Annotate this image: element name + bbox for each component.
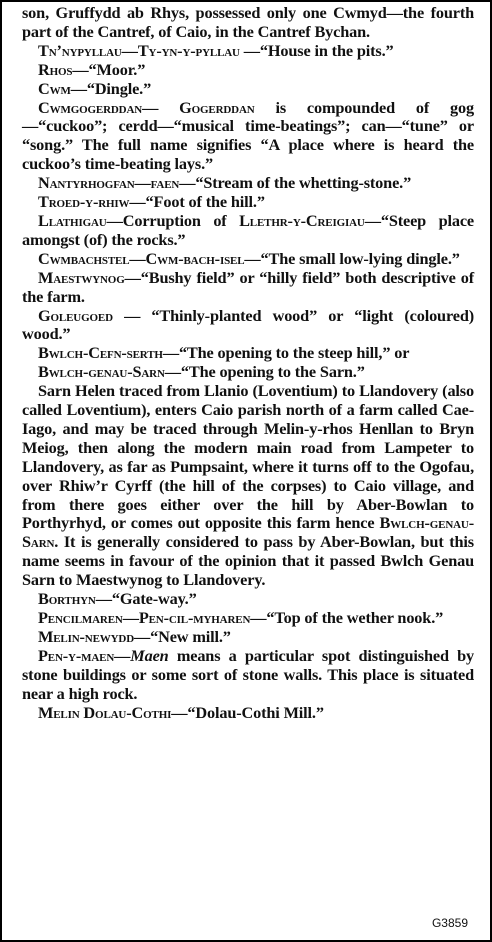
entry-bwlch-cefn-serth: [22, 344, 474, 363]
entry-cwmgogerddan: [22, 99, 474, 175]
entry-italic-word: Maen: [130, 645, 169, 665]
entry-term: Tn’nypyllau—Ty-yn-y-pyllau: [38, 40, 240, 60]
entry-term: Melin-newydd: [38, 626, 134, 646]
entry-text: — “Thinly-planted wood” or “light (coloured) wood.”: [22, 305, 474, 344]
entry-text: —“Bushy field” or “hilly field” both descriptive of the farm.: [22, 267, 474, 306]
entry-cwmbachstel: [22, 250, 474, 269]
entry-text: —“Dingle.”: [70, 78, 152, 98]
paragraph-text: Sarn Helen traced from Llanio (Loventium) to Llandovery (also called Loventium), enters Caio parish north of a farm called Cae-Iago, and may be traced through Melin-y-rhos Henllan to Bryn Meiog, then along the modern main road from Lampeter to Llandovery, as far as Pumpsaint, where it turns off to the Ogofau, over Rhiw’r Cyrff (the hill of the corpses) to Caio village, and from there goes either over the hill by Aber-Bowlan to Porthyrhyd, or comes out opposite this farm hence: [22, 381, 474, 533]
entry-text: —“Foot of the hill.”: [129, 192, 265, 212]
entry-troed-y-rhiw: [22, 193, 474, 212]
entry-text: —“New mill.”: [134, 626, 231, 646]
entry-term: Bwlch-Cefn-serth: [38, 343, 163, 363]
image-id-label: G3859: [431, 916, 468, 930]
entry-text: —“House in the pits.”: [239, 40, 394, 60]
entry-term: Goleugoed: [38, 305, 113, 325]
entry-term: Cwmgogerddan— Gogerddan: [38, 97, 255, 117]
entry-term: Nantyrhogfan—faen: [38, 173, 180, 193]
entry-melin-dolau-cothi: [22, 704, 474, 723]
entry-bwlch-genau-sarn: [22, 363, 474, 382]
entry-text: —“The opening to the steep hill,” or: [162, 343, 410, 363]
entry-term: Bwlch-genau-Sarn: [38, 362, 165, 382]
paragraph-sarn-helen: [22, 382, 474, 590]
entry-llathigau: [22, 212, 474, 250]
entry-maestwynog: [22, 269, 474, 307]
entry-text: is compounded of gog—“cuckoo”; cerdd—“musical time-beatings”; can—“tune” or “song.” The full name signifies “A place where is heard the cuckoo’s time-beating lays.”: [22, 97, 474, 174]
entry-borthyn: [22, 590, 474, 609]
entry-term-secondary: Bwlch-genau-Sarn: [22, 513, 474, 552]
entry-text: —Corruption of: [106, 210, 240, 230]
entry-term: Troed-y-rhiw: [38, 192, 130, 212]
entry-melin-newydd: [22, 628, 474, 647]
entry-term-secondary: Llethr-y-Creigiau: [239, 210, 365, 230]
paragraph-text-continued: . It is generally considered to pass by Aber-Bowlan, but this name seems in favour of the opinion that it passed Bwlch Genau Sarn to Maestwynog to Llandovery.: [22, 532, 474, 590]
paragraph-intro: [22, 4, 474, 42]
entry-text: —“Top of the wether nook.”: [250, 608, 444, 627]
entry-pen-y-maen: [22, 647, 474, 704]
entry-term: Melin Dolau-Cothi: [38, 702, 172, 722]
entry-text: —“The opening to the Sarn.”: [164, 362, 365, 382]
entry-pencilmaren: [22, 609, 474, 628]
entry-text: —“Dolau-Cothi Mill.”: [171, 702, 324, 722]
entry-term: Rhos: [38, 59, 73, 79]
entry-term: Pen-y-maen: [38, 645, 115, 665]
entry-text-secondary: means a particular spot distinguished by stone buildings or some sort of stone walls. This place is situated near a high rock.: [22, 645, 474, 703]
entry-text: —“Gate-way.”: [95, 589, 197, 609]
entry-rhos: [22, 61, 474, 80]
entry-text: —“The small low-lying dingle.”: [244, 248, 460, 268]
entry-term: Borthyn: [38, 589, 96, 609]
entry-text-secondary: —“Steep place amongst (of) the rocks.”: [22, 210, 475, 249]
entry-term: Cwm: [38, 78, 71, 98]
entry-term: Pencilmaren—Pen-cil-myharen: [38, 608, 251, 627]
entry-text: —“Moor.”: [72, 59, 146, 79]
entry-term: Cwmbachstel—Cwm-bach-isel: [38, 248, 245, 268]
entry-text: —“Stream of the whetting-stone.”: [179, 173, 412, 193]
entry-cwm: [22, 80, 474, 99]
entry-goleugoed: [22, 307, 474, 345]
entry-nantyrhogfan: [22, 174, 474, 193]
document-body: [22, 4, 474, 722]
entry-text: —: [114, 645, 131, 665]
entry-term: Llathigau: [38, 210, 107, 230]
entry-term: Maestwynog: [38, 267, 125, 287]
entry-tynypyllau: [22, 42, 474, 61]
paragraph-text: son, Gruffydd ab Rhys, possessed only one Cwmyd—the fourth part of the Cantref, of Caio, in the Cantref Bychan.: [22, 3, 474, 41]
